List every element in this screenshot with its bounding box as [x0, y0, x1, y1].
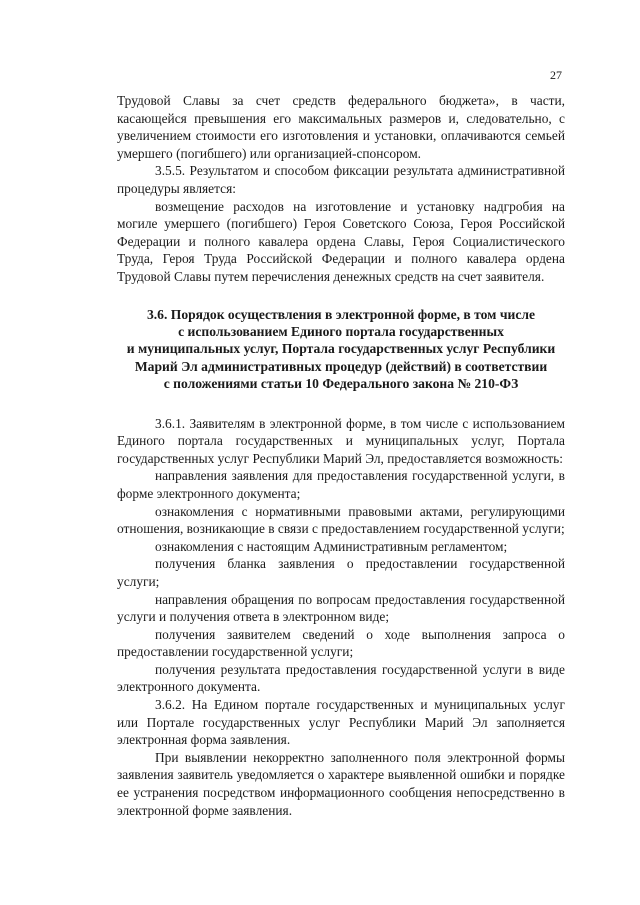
- paragraph: 3.5.5. Результатом и способом фиксации результата административной процедуры является:: [117, 163, 565, 196]
- paragraph: Трудовой Славы за счет средств федерального бюджета», в части, касающейся превышения его максимальных размеров и, следовательно, с увеличением стоимости его изготовления и установки, оплачиваются семьей умершего (погибшего) или организацией-спонсором.: [117, 93, 565, 161]
- section-heading-line: и муниципальных услуг, Портала государственных услуг Республики: [126, 341, 556, 357]
- section-heading-line: 3.6. Порядок осуществления в электронной форме, в том числе: [146, 306, 536, 322]
- list-item: направления обращения по вопросам предоставления государственной услуги и получения ответа в электронном виде;: [117, 591, 565, 625]
- list-item: получения заявителем сведений о ходе выполнения запроса о предоставлении государственной услуги;: [117, 626, 565, 660]
- list-item: направления заявления для предоставления государственной услуги, в форме электронного документа;: [117, 468, 565, 501]
- section-heading-line: с положениями статьи 10 Федерального закона № 210-ФЗ: [163, 376, 519, 392]
- list-item: получения бланка заявления о предоставлении государственной услуги;: [117, 556, 565, 589]
- paragraph: При выявлении некорректно заполненного поля электронной формы заявления заявитель уведомляется о характере выявленной ошибки и порядке ее устранения посредством информационного сообщения непосредственно в электронной форме заявления.: [117, 749, 565, 818]
- paragraph: возмещение расходов на изготовление и установку надгробия на могиле умершего (погибшего) Героя Советского Союза, Героя Российской Федерации и полного кавалера ордена Славы, Героя Социалистического Труда, Героя Труда Российской Федерации и полного кавалера ордена Трудовой Славы путем перечисления денежных средств на счет заявителя.: [117, 198, 565, 284]
- section-heading-line: Марий Эл административных процедур (действий) в соответствии: [134, 358, 548, 374]
- paragraph: 3.6.1. Заявителям в электронной форме, в том числе с использованием Единого портала государственных и муниципальных услуг, Портала государственных услуг Республики Марий Эл, предоставляется возможность:: [117, 415, 565, 466]
- page-number: 27: [550, 68, 562, 82]
- list-item: получения результата предоставления государственной услуги в виде электронного документа.: [117, 661, 565, 695]
- list-item: ознакомления с настоящим Административным регламентом;: [155, 538, 508, 554]
- section-heading-line: с использованием Единого портала государственных: [178, 323, 504, 339]
- list-item: ознакомления с нормативными правовыми актами, регулирующими отношения, возникающие в связи с предоставлением государственной услуги;: [117, 503, 565, 537]
- paragraph: 3.6.2. На Едином портале государственных и муниципальных услуг или Портале государственных услуг Республики Марий Эл заполняется электронная форма заявления.: [117, 697, 565, 748]
- document-body: [117, 92, 565, 819]
- section-heading: [117, 306, 565, 393]
